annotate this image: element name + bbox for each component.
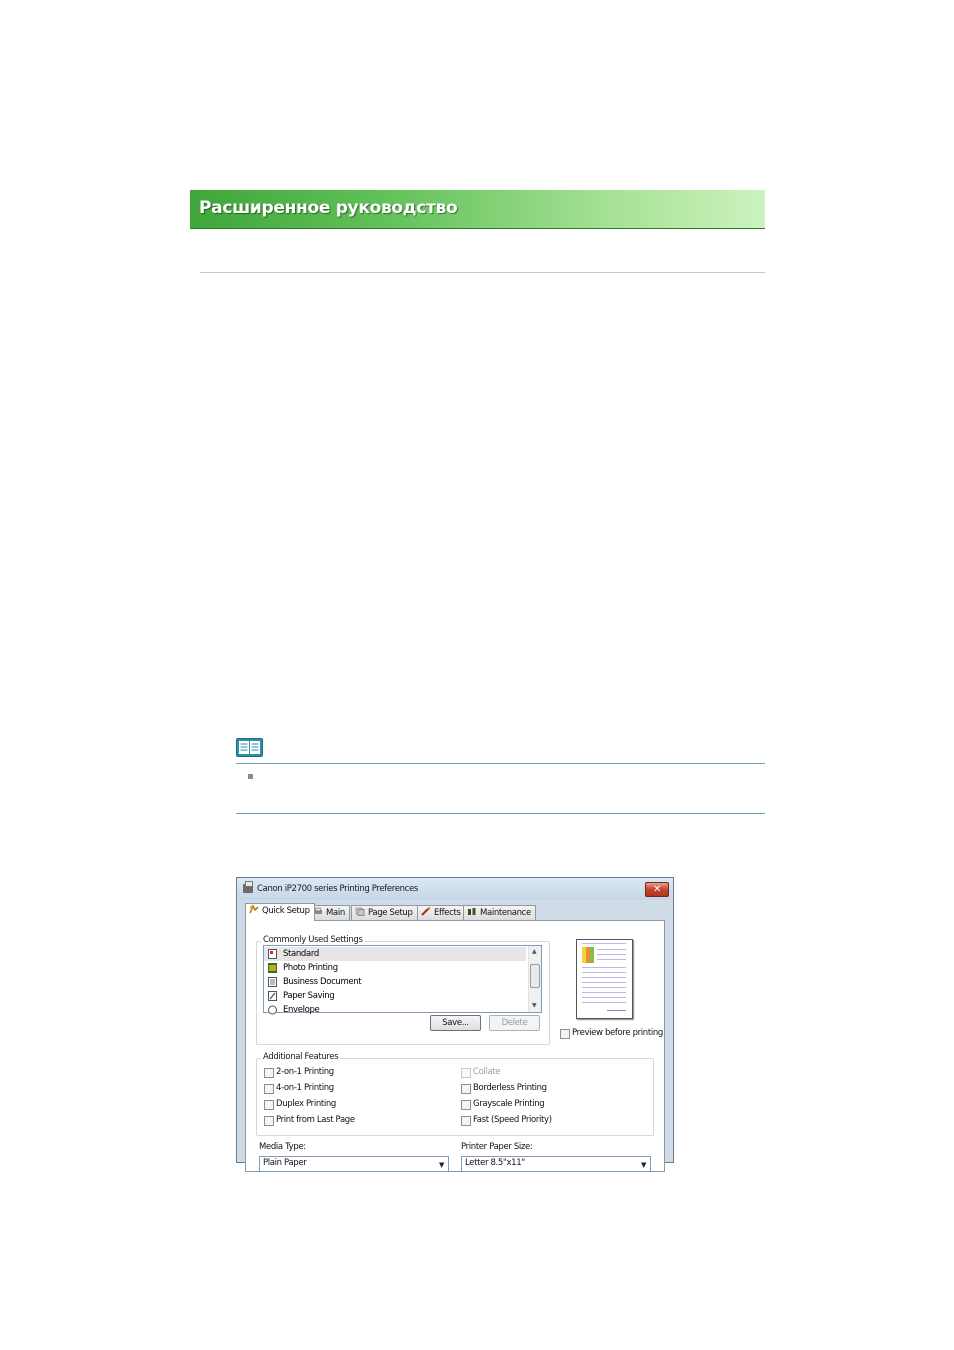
grayscale-label: Grayscale Printing: [473, 1099, 545, 1109]
paper-size-select[interactable]: [461, 1156, 651, 1172]
print-from-last-page-checkbox[interactable]: [264, 1116, 274, 1126]
delete-button[interactable]: Delete: [489, 1015, 540, 1031]
media-type-value: Plain Paper: [263, 1158, 307, 1168]
list-scrollbar[interactable]: [528, 946, 541, 1012]
list-item-label: Paper Saving: [283, 991, 335, 1001]
scroll-thumb[interactable]: [530, 964, 540, 988]
list-item-label: Photo Printing: [283, 963, 338, 973]
quick-setup-icon: [249, 905, 259, 914]
list-item-label: Envelope: [283, 1005, 320, 1015]
print-from-last-page-label: Print from Last Page: [276, 1115, 355, 1125]
list-item[interactable]: [264, 947, 526, 961]
fast-speed-label: Fast (Speed Priority): [473, 1115, 552, 1125]
list-item[interactable]: [264, 975, 526, 989]
note-bullet: [248, 774, 253, 779]
media-type-select[interactable]: [259, 1156, 449, 1172]
tab-label: Quick Setup: [262, 906, 310, 916]
envelope-icon: [268, 1005, 277, 1015]
paper-saving-icon: [268, 991, 277, 1001]
dialog-title: Canon iP2700 series Printing Preferences: [257, 884, 418, 894]
section-banner: [190, 190, 765, 229]
list-item[interactable]: [264, 1003, 526, 1017]
tab-page-setup[interactable]: [351, 905, 418, 920]
note-book-icon: [236, 738, 263, 757]
commonly-used-list[interactable]: [263, 945, 542, 1013]
media-type-label: Media Type:: [259, 1142, 306, 1152]
standard-icon: [268, 949, 277, 959]
printer-icon: [243, 884, 253, 893]
note-top-rule: [236, 763, 765, 764]
dialog-titlebar: [237, 878, 673, 900]
tab-label: Effects: [434, 908, 461, 918]
quick-setup-panel: [245, 920, 665, 1172]
collate-label: Collate: [473, 1067, 501, 1077]
note-bottom-rule: [236, 813, 765, 814]
grayscale-checkbox[interactable]: [461, 1100, 471, 1110]
save-button[interactable]: Save...: [430, 1015, 481, 1031]
duplex-checkbox[interactable]: [264, 1100, 274, 1110]
paper-size-label: Printer Paper Size:: [461, 1142, 533, 1152]
additional-features-label: Additional Features: [263, 1052, 339, 1062]
two-on-one-label: 2-on-1 Printing: [276, 1067, 334, 1077]
scroll-up-icon[interactable]: ▲: [532, 948, 537, 955]
tab-label: Maintenance: [480, 908, 531, 918]
four-on-one-label: 4-on-1 Printing: [276, 1083, 334, 1093]
page-setup-icon: [355, 907, 365, 916]
borderless-checkbox[interactable]: [461, 1084, 471, 1094]
list-item-label: Business Document: [283, 977, 362, 987]
duplex-label: Duplex Printing: [276, 1099, 336, 1109]
close-button[interactable]: ✕: [645, 882, 669, 897]
four-on-one-checkbox[interactable]: [264, 1084, 274, 1094]
document-icon: [268, 977, 277, 987]
two-on-one-checkbox[interactable]: [264, 1068, 274, 1078]
tab-label: Page Setup: [368, 908, 413, 918]
preview-green-bar: [590, 947, 594, 963]
effects-icon: [421, 907, 431, 916]
banner-title: Расширенное руководство: [199, 198, 458, 218]
tab-effects[interactable]: [417, 905, 466, 920]
scroll-down-icon[interactable]: ▼: [532, 1002, 537, 1009]
tab-quick-setup[interactable]: [245, 903, 315, 921]
tab-label: Main: [326, 908, 345, 918]
printing-preferences-dialog: [236, 877, 674, 1169]
list-item[interactable]: [264, 961, 526, 975]
preview-checkbox[interactable]: [560, 1029, 570, 1039]
collate-checkbox[interactable]: [461, 1068, 471, 1078]
commonly-used-label: Commonly Used Settings: [263, 935, 363, 945]
chevron-down-icon: ▼: [438, 1161, 444, 1169]
paper-size-value: Letter 8.5"x11": [465, 1158, 525, 1168]
preview-checkbox-label: Preview before printing: [572, 1028, 663, 1038]
preview-page: [576, 939, 633, 1019]
photo-icon: [268, 963, 277, 973]
tab-maintenance[interactable]: [463, 905, 536, 920]
chevron-down-icon: ▼: [640, 1161, 646, 1169]
fast-speed-checkbox[interactable]: [461, 1116, 471, 1126]
maintenance-icon: [467, 907, 477, 916]
list-item[interactable]: [264, 989, 526, 1003]
divider: [200, 272, 765, 273]
tab-main[interactable]: [309, 905, 350, 920]
borderless-label: Borderless Printing: [473, 1083, 547, 1093]
list-item-label: Standard: [283, 949, 319, 959]
